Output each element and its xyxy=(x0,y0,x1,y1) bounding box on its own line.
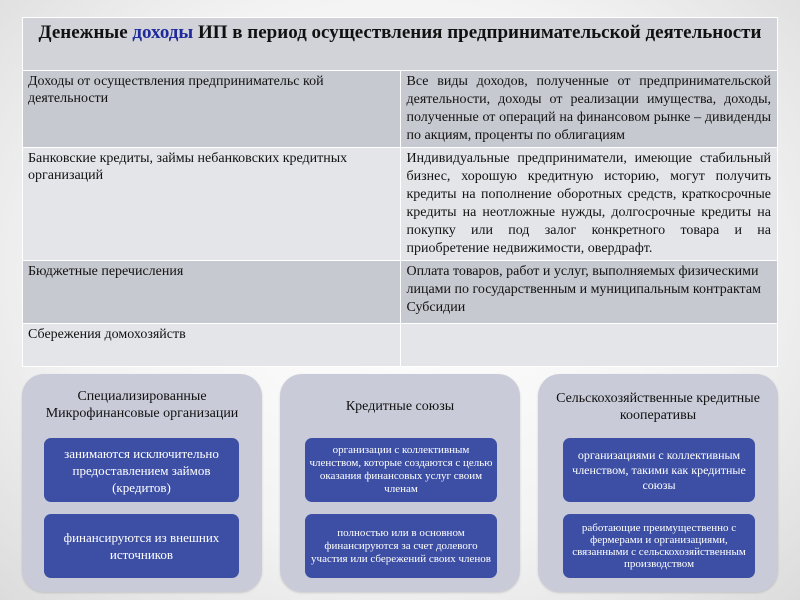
row-text xyxy=(400,324,778,367)
panel-box xyxy=(305,514,497,578)
row-text: Все виды доходов, полученные от предпринимательской деятельности, доходы от реализации имущества, доходы, полученные от операций на финансовом рынке – дивиденды по акциям, проценты по облигациям xyxy=(400,71,778,148)
panel-agri-cooperatives xyxy=(538,374,778,592)
panel-box-text: организации с коллективным членством, которые создаются с целью оказания финансовых услуг своим членам xyxy=(309,444,493,495)
row-text-subsidies: Субсидии xyxy=(406,300,466,315)
panel-box xyxy=(44,438,239,502)
table-row xyxy=(23,261,778,324)
row-text-cell xyxy=(400,261,778,324)
panel-box-text: работающие преимущественно с фермерами и организациями, связанными с сельскохозяйственным производством xyxy=(572,522,746,570)
row-text: Оплата товаров, работ и услуг, выполняемых физическими лицами по государственным и муниципальным контрактам xyxy=(406,264,761,297)
panel-title: Сельскохозяйственные кредитные кооперативы xyxy=(556,391,760,423)
panel-title: Кредитные союзы xyxy=(345,399,455,414)
row-label: Бюджетные перечисления xyxy=(23,261,401,324)
row-text: Индивидуальные предприниматели, имеющие стабильный бизнес, хорошую кредитную историю, могут получить кредиты на пополнение оборотных средств, краткосрочные кредиты на неотложные нужды, долгосрочные кредиты на покупку или под залог конкретного товара и на приобретение недвижимости, овердрафт. xyxy=(400,148,778,261)
title-highlight: доходы xyxy=(132,22,194,43)
panel-box xyxy=(563,514,755,578)
panel-box xyxy=(305,438,497,502)
panel-box-text: полностью или в основном финансируются за счет долевого участия или сбережений своих членов xyxy=(311,526,491,565)
table-row xyxy=(23,324,778,367)
income-table xyxy=(22,17,778,367)
title-part2: ИП в период осуществления предпринимательской деятельности xyxy=(193,22,762,43)
title-part1: Денежные xyxy=(38,22,133,43)
panel-box-text: организациями с коллективным членством, такими как кредитные союзы xyxy=(572,447,746,492)
panel-box xyxy=(563,438,755,502)
row-label: Доходы от осуществления предпринимательс кой деятельности xyxy=(23,71,401,148)
panel-box-text: занимаются исключительно предоставлением займов (кредитов) xyxy=(64,445,219,495)
panel-box-text: финансируются из внешних источников xyxy=(63,530,220,562)
table-title xyxy=(23,18,778,71)
panel-title: Специализированные Микрофинансовые организации xyxy=(45,389,239,421)
panel-microfinance xyxy=(22,374,262,592)
row-label: Банковские кредиты, займы небанковских кредитных организаций xyxy=(23,148,401,261)
panel-box xyxy=(44,514,239,578)
row-label: Сбережения домохозяйств xyxy=(23,324,401,367)
table-row xyxy=(23,148,778,261)
table-row xyxy=(23,71,778,148)
panel-credit-unions xyxy=(280,374,520,592)
